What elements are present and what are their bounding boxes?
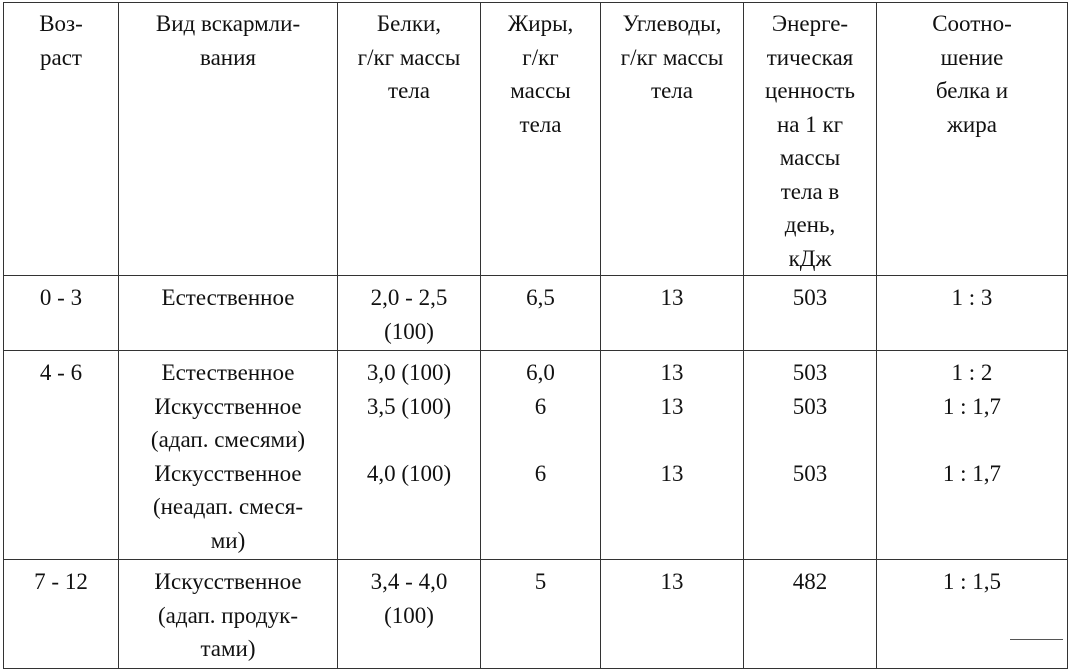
header-fat: Жиры, г/кг массы тела xyxy=(481,3,601,276)
cell-ratio xyxy=(877,351,1068,560)
table-row xyxy=(4,560,1068,669)
ratio-value: 1 : 2 xyxy=(951,360,993,385)
fat-value: 6,5 xyxy=(526,285,555,310)
fat-value: 6 xyxy=(534,393,547,419)
table-row xyxy=(4,351,1068,560)
cell-ratio xyxy=(877,276,1068,351)
spacer xyxy=(338,423,480,457)
cell-fat xyxy=(481,276,601,351)
cell-fat xyxy=(481,560,601,669)
energy-value: 503 xyxy=(792,285,828,310)
ratio-value: 1 : 3 xyxy=(951,285,993,310)
protein-value: 3,4 - 4,0 (100) xyxy=(370,569,448,628)
fat-value: 6,0 xyxy=(526,360,555,385)
spacer xyxy=(744,423,876,457)
protein-value: 3,5 (100) xyxy=(366,393,452,419)
ratio-value: 1 : 1,7 xyxy=(942,460,1002,486)
protein-value: 3,0 (100) xyxy=(366,360,452,385)
fat-value: 5 xyxy=(534,569,547,594)
spacer xyxy=(877,423,1067,457)
carbs-value: 13 xyxy=(660,393,684,419)
feeding-type-value: Естественное xyxy=(161,285,295,310)
carbs-value: 13 xyxy=(660,460,684,486)
age-value: 7 - 12 xyxy=(34,569,88,594)
cell-age xyxy=(4,351,119,560)
cell-fat xyxy=(481,351,601,560)
ratio-value: 1 : 1,7 xyxy=(942,393,1002,419)
header-age: Воз- раст xyxy=(4,3,119,276)
header-ratio: Соотно- шение белка и жира xyxy=(877,3,1068,276)
age-value: 0 - 3 xyxy=(39,285,83,310)
fat-value: 6 xyxy=(534,460,547,486)
age-value: 4 - 6 xyxy=(39,360,83,385)
cell-protein xyxy=(338,276,481,351)
cell-carbs xyxy=(601,560,744,669)
feeding-type-value: Искусственное (адап. продук- тами) xyxy=(154,569,302,661)
carbs-value: 13 xyxy=(660,285,684,310)
cell-ratio xyxy=(877,560,1068,669)
energy-value: 503 xyxy=(792,393,828,419)
spacer xyxy=(601,423,743,457)
cell-feeding-type xyxy=(119,276,338,351)
header-energy: Энерге- тическая ценность на 1 кг массы тела в день, кДж xyxy=(744,3,877,276)
cell-carbs xyxy=(601,351,744,560)
header-protein: Белки, г/кг массы тела xyxy=(338,3,481,276)
cell-energy xyxy=(744,351,877,560)
header-row xyxy=(4,3,1068,276)
nutrition-norms-table xyxy=(3,2,1068,669)
cell-carbs xyxy=(601,276,744,351)
cell-feeding-type xyxy=(119,560,338,669)
cell-energy xyxy=(744,560,877,669)
cell-age xyxy=(4,560,119,669)
energy-value: 503 xyxy=(792,460,828,486)
protein-value: 2,0 - 2,5 (100) xyxy=(370,285,448,344)
header-feeding-type: Вид вскармли- вания xyxy=(119,3,338,276)
header-carbs: Углеводы, г/кг массы тела xyxy=(601,3,744,276)
table-row xyxy=(4,276,1068,351)
feeding-type-value: Искусственное (неадап. смеся- ми) xyxy=(152,460,304,553)
protein-value: 4,0 (100) xyxy=(366,460,452,486)
cell-feeding-type xyxy=(119,351,338,560)
feeding-type-value: Естественное xyxy=(161,360,295,385)
carbs-value: 13 xyxy=(660,569,684,594)
cell-protein xyxy=(338,351,481,560)
feeding-type-value: Искусственное (адап. смесями) xyxy=(150,393,306,452)
energy-value: 482 xyxy=(792,569,828,594)
cell-energy xyxy=(744,276,877,351)
spacer xyxy=(481,423,600,457)
ratio-value: 1 : 1,5 xyxy=(942,569,1002,594)
bottom-rule xyxy=(1010,639,1063,640)
carbs-value: 13 xyxy=(660,360,684,385)
cell-protein xyxy=(338,560,481,669)
cell-age xyxy=(4,276,119,351)
energy-value: 503 xyxy=(792,360,828,385)
